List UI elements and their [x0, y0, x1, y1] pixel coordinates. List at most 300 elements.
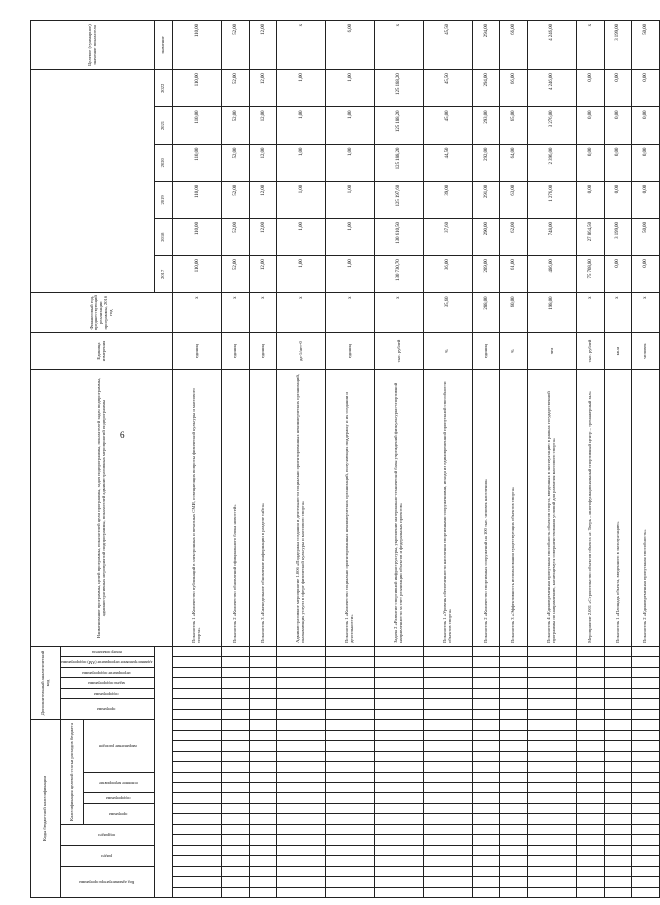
code-cell: [375, 688, 424, 698]
code-cell: [326, 751, 375, 761]
base-year-cell: х: [277, 293, 326, 333]
year-value-cell: 52,00: [221, 144, 249, 181]
indicator-name-cell: Показатель 4 «Единовременная пропускная способность объектов спорта, введенных в эксплуатацию в рамках государственной программы по направлению, касающемуся совершенствования условий для развития массового спорта»: [528, 370, 577, 647]
unit-cell: да-1/нет-0: [277, 332, 326, 369]
code-cell: [423, 866, 472, 876]
admin-code-header: Код администратора программы: [61, 866, 155, 897]
code-cell: [528, 688, 577, 698]
year-value-cell: 0,00: [604, 107, 632, 144]
base-year-cell: х: [604, 293, 632, 333]
code-cell: [423, 803, 472, 813]
code-cell: [277, 709, 326, 719]
code-cell: [173, 699, 222, 709]
code-cell: [423, 751, 472, 761]
code-cell: [423, 657, 472, 667]
code-cell: [576, 762, 604, 772]
code-cell: [576, 646, 604, 657]
year-value-cell: 52,00: [221, 256, 249, 293]
ac-event-header: мероприятие подпрограммы: [61, 667, 155, 677]
table-row: [173, 21, 222, 898]
rotated-table-wrapper: [30, 20, 649, 898]
year-value-cell: 289,00: [472, 256, 500, 293]
indicator-name-cell: Показатель 1 «Уровень обеспеченности населения спортивными сооружениями, исходя из единовременной пропускной способности объектов спорта»: [423, 370, 472, 647]
code-cell: [604, 835, 632, 845]
unit-cell: единиц: [326, 332, 375, 369]
code-cell: [500, 709, 528, 719]
code-cell: [249, 667, 277, 677]
code-cell: [500, 803, 528, 813]
code-cell: [500, 762, 528, 772]
code-cell: [472, 720, 500, 731]
code-cell: [500, 845, 528, 855]
code-cell: [472, 678, 500, 688]
code-cell: [173, 772, 222, 782]
code-cell: [277, 720, 326, 731]
code-cell: [221, 720, 249, 731]
year-value-cell: 0,00: [576, 144, 604, 181]
code-cell: [375, 856, 424, 866]
code-cell: [221, 803, 249, 813]
year-value-cell: 0,00: [632, 144, 660, 181]
unit-cell: тыс. рублей: [576, 332, 604, 369]
code-cell: [277, 772, 326, 782]
base-year-cell: х: [221, 293, 249, 333]
code-cell: [173, 845, 222, 855]
ac-admin-event-header: административное мероприятие (АМ) подпрограммы: [61, 657, 155, 667]
program-indicators-table: [30, 20, 660, 898]
code-cell: [423, 678, 472, 688]
code-cell: [500, 657, 528, 667]
year-value-cell: 66,00: [500, 70, 528, 107]
code-cell: [277, 814, 326, 824]
code-cell: [576, 751, 604, 761]
code-cell: [326, 678, 375, 688]
code-cell: [326, 845, 375, 855]
indicator-name-cell: Показатель 2 «Количество обновлений официального блока новостей»: [221, 370, 249, 647]
unit-cell: кв.м: [604, 332, 632, 369]
code-cell: [500, 741, 528, 751]
base-year-cell: х: [375, 293, 424, 333]
year-value-cell: 0,00: [576, 70, 604, 107]
code-cell: [604, 646, 632, 657]
code-cell: [528, 699, 577, 709]
code-cell: [423, 772, 472, 782]
code-cell: [375, 793, 424, 803]
year-value-cell: 130 610,50: [375, 219, 424, 256]
year-value-cell: 0,00: [576, 181, 604, 218]
year-value-cell: 486,00: [528, 256, 577, 293]
code-cell: [173, 866, 222, 876]
code-cell: [604, 824, 632, 834]
year-value-cell: 0,00: [632, 70, 660, 107]
code-cell: [604, 709, 632, 719]
code-cell: [277, 887, 326, 897]
year-value-cell: 1,00: [277, 70, 326, 107]
year-value-cell: 12,00: [249, 70, 277, 107]
code-cell: [604, 803, 632, 813]
year-value-cell: 12,00: [249, 144, 277, 181]
year-value-cell: 52,00: [221, 70, 249, 107]
code-cell: [326, 667, 375, 677]
table-row: [576, 21, 604, 898]
code-cell: [576, 866, 604, 876]
code-cell: [173, 856, 222, 866]
year-value-cell: 3 199,00: [604, 219, 632, 256]
code-cell: [604, 856, 632, 866]
base-year-header: Финансовый год, предшествующий реализации программы, 2016 год: [31, 293, 173, 333]
code-cell: [375, 699, 424, 709]
year-value-cell: 110,00: [173, 144, 222, 181]
year-value-cell: 0,00: [604, 256, 632, 293]
target-value-cell: 66,00: [500, 21, 528, 70]
code-cell: [375, 751, 424, 761]
code-cell: [472, 699, 500, 709]
table-row: [249, 21, 277, 898]
year-value-cell: 1,00: [326, 70, 375, 107]
year-value-cell: 12,00: [249, 256, 277, 293]
name-header: Наименование программы, целей программы, показателей цели программы, задач подпрограммы, показателей задач подпрограммы, административных мероприятий подпрограммы, показателей административных мероприятий подпрограммы: [31, 370, 173, 647]
indicator-name-cell: Мероприятие 2.001 «Строительство объектов объекта «г. Тверь – многофункциональный спортивный центр – тренажерный зал»: [576, 370, 604, 647]
code-cell: [221, 699, 249, 709]
code-cell: [500, 646, 528, 657]
code-cell: [423, 877, 472, 887]
target-value-cell: 3 199,00: [604, 21, 632, 70]
code-cell: [375, 877, 424, 887]
code-cell: [576, 824, 604, 834]
target-header: Целевое (суммарное) значение показателя: [31, 21, 155, 70]
years-header: [31, 70, 155, 293]
code-cell: [500, 824, 528, 834]
code-cell: [173, 720, 222, 731]
code-cell: [249, 856, 277, 866]
code-cell: [604, 688, 632, 698]
year-value-cell: 44,50: [423, 144, 472, 181]
code-cell: [277, 793, 326, 803]
code-cell: [632, 877, 660, 887]
code-cell: [277, 856, 326, 866]
code-cell: [326, 646, 375, 657]
unit-cell: чел: [528, 332, 577, 369]
base-year-cell: 198,00: [528, 293, 577, 333]
table-row: [423, 21, 472, 898]
code-cell: [632, 657, 660, 667]
year-value-cell: 1,00: [326, 107, 375, 144]
code-cell: [173, 730, 222, 740]
code-cell: [249, 793, 277, 803]
year-value-cell: 110,00: [173, 219, 222, 256]
code-cell: [576, 877, 604, 887]
year-value-cell: 36,00: [423, 256, 472, 293]
code-cell: [221, 678, 249, 688]
code-cell: [500, 720, 528, 731]
code-cell: [249, 657, 277, 667]
code-cell: [472, 835, 500, 845]
code-cell: [173, 824, 222, 834]
code-cell: [326, 814, 375, 824]
code-cell: [528, 751, 577, 761]
code-cell: [632, 866, 660, 876]
year-value-cell: 0,00: [632, 181, 660, 218]
code-cell: [173, 762, 222, 772]
unit-cell: человек: [632, 332, 660, 369]
code-cell: [604, 667, 632, 677]
code-cell: [221, 877, 249, 887]
code-cell: [221, 814, 249, 824]
code-cell: [173, 709, 222, 719]
target-value-cell: 45,50: [423, 21, 472, 70]
code-cell: [423, 835, 472, 845]
year-value-cell: 37,60: [423, 219, 472, 256]
code-cell: [375, 845, 424, 855]
code-cell: [423, 730, 472, 740]
code-cell: [326, 709, 375, 719]
target-value-cell: 50,00: [632, 21, 660, 70]
code-cell: [500, 678, 528, 688]
year-value-cell: 1,00: [277, 219, 326, 256]
year-value-cell: 1,00: [326, 181, 375, 218]
code-cell: [500, 856, 528, 866]
year-2021-header: 2021: [155, 107, 173, 144]
ac-task-header: задача подпрограммы: [61, 678, 155, 688]
unit-cell: %: [423, 332, 472, 369]
code-cell: [326, 866, 375, 876]
code-cell: [528, 772, 577, 782]
year-value-cell: 0,00: [604, 181, 632, 218]
year-value-cell: 39,00: [423, 181, 472, 218]
code-cell: [423, 667, 472, 677]
code-cell: [500, 772, 528, 782]
code-cell: [528, 835, 577, 845]
code-cell: [221, 730, 249, 740]
code-cell: [632, 887, 660, 897]
base-year-cell: х: [249, 293, 277, 333]
code-cell: [576, 772, 604, 782]
code-cell: [221, 783, 249, 793]
code-cell: [249, 720, 277, 731]
code-cell: [423, 845, 472, 855]
code-cell: [277, 762, 326, 772]
code-cell: [632, 803, 660, 813]
year-value-cell: 1,00: [277, 256, 326, 293]
code-cell: [472, 783, 500, 793]
code-cell: [500, 699, 528, 709]
code-cell: [173, 751, 222, 761]
code-cell: [576, 657, 604, 667]
code-cell: [326, 887, 375, 897]
target-value-header: значение: [155, 21, 173, 70]
indicator-name-cell: Административное мероприятие 1.006 «Поддержка создания и деятельности социально ориентированных некоммерческих организаций, оказывающих услуги в сфере физической культуры и массового спорта»: [277, 370, 326, 647]
code-cell: [472, 646, 500, 657]
code-cell: [423, 814, 472, 824]
code-cell: [326, 688, 375, 698]
code-cell: [632, 667, 660, 677]
base-year-cell: х: [576, 293, 604, 333]
year-value-cell: 1 276,00: [528, 181, 577, 218]
page-number: 6: [120, 430, 125, 440]
code-cell: [528, 845, 577, 855]
code-cell: [277, 699, 326, 709]
code-cell: [423, 856, 472, 866]
code-cell: [472, 730, 500, 740]
indicator-name-cell: Показатель 1 «Количество социально ориентированных некоммерческих организаций, получающих поддержку и их создании и деятельности»: [326, 370, 375, 647]
code-cell: [632, 845, 660, 855]
program-header: программа: [83, 803, 154, 824]
ac-indicator-header: номер показателя: [61, 646, 155, 657]
code-cell: [375, 814, 424, 824]
year-2018-header: 2018: [155, 219, 173, 256]
year-value-cell: 65,00: [500, 107, 528, 144]
code-cell: [604, 814, 632, 824]
unit-header: Единица измерения: [31, 332, 173, 369]
code-cell: [472, 887, 500, 897]
code-cell: [528, 678, 577, 688]
code-cell: [576, 856, 604, 866]
code-cell: [632, 720, 660, 731]
code-cell: [326, 657, 375, 667]
code-cell: [326, 877, 375, 887]
code-cell: [277, 657, 326, 667]
year-2022-header: 2022: [155, 70, 173, 107]
code-cell: [604, 741, 632, 751]
code-cell: [500, 835, 528, 845]
code-cell: [221, 856, 249, 866]
year-value-cell: 63,00: [500, 181, 528, 218]
base-year-cell: х: [632, 293, 660, 333]
code-cell: [528, 887, 577, 897]
code-cell: [423, 762, 472, 772]
code-cell: [221, 866, 249, 876]
code-cell: [249, 678, 277, 688]
code-cell: [277, 646, 326, 657]
year-value-cell: 0,00: [632, 256, 660, 293]
code-cell: [472, 856, 500, 866]
code-cell: [632, 783, 660, 793]
code-cell: [375, 646, 424, 657]
code-cell: [221, 709, 249, 719]
code-cell: [173, 678, 222, 688]
code-cell: [500, 667, 528, 677]
table-row: [500, 21, 528, 898]
year-value-cell: 1,00: [326, 256, 375, 293]
code-cell: [249, 699, 277, 709]
code-cell: [221, 646, 249, 657]
code-cell: [173, 741, 222, 751]
code-cell: [423, 793, 472, 803]
code-cell: [173, 835, 222, 845]
indicator-name-cell: Показатель 2 «Количество спортивных сооружений на 100 тыс. человек населения»: [472, 370, 500, 647]
year-2017-header: 2017: [155, 256, 173, 293]
code-cell: [326, 699, 375, 709]
code-cell: [500, 688, 528, 698]
code-cell: [632, 688, 660, 698]
code-cell: [528, 762, 577, 772]
year-value-cell: 45,50: [423, 70, 472, 107]
code-cell: [375, 741, 424, 751]
code-cell: [528, 667, 577, 677]
code-cell: [277, 845, 326, 855]
code-cell: [604, 772, 632, 782]
year-value-cell: 292,00: [472, 144, 500, 181]
code-cell: [221, 824, 249, 834]
code-cell: [326, 720, 375, 731]
code-cell: [375, 730, 424, 740]
code-cell: [277, 877, 326, 887]
code-cell: [375, 772, 424, 782]
code-cell: [604, 762, 632, 772]
target-value-cell: х: [277, 21, 326, 70]
code-cell: [528, 646, 577, 657]
year-value-cell: 110,00: [173, 181, 222, 218]
code-cell: [277, 678, 326, 688]
code-cell: [500, 877, 528, 887]
code-cell: [221, 667, 249, 677]
code-cell: [277, 783, 326, 793]
code-cell: [277, 667, 326, 677]
code-cell: [500, 783, 528, 793]
code-cell: [528, 803, 577, 813]
code-cell: [472, 814, 500, 824]
indicator-name-cell: Показатель 3 «Еженедельное обновление информации в разделе сайта»: [249, 370, 277, 647]
table-row: [326, 21, 375, 898]
indicator-name-cell: Показатель 1 «Площадь объекта, введенного в эксплуатацию»: [604, 370, 632, 647]
code-cell: [423, 709, 472, 719]
base-year-cell: х: [173, 293, 222, 333]
year-value-cell: 0,00: [604, 144, 632, 181]
code-cell: [423, 699, 472, 709]
year-value-cell: 130 730,70: [375, 256, 424, 293]
code-cell: [221, 835, 249, 845]
table-row: [632, 21, 660, 898]
direction-header: направление расходов: [83, 720, 154, 772]
year-value-cell: 1,00: [277, 181, 326, 218]
target-value-cell: 52,00: [221, 21, 249, 70]
code-cell: [528, 866, 577, 876]
year-value-cell: 1,00: [277, 107, 326, 144]
year-value-cell: 110,00: [173, 256, 222, 293]
code-cell: [326, 856, 375, 866]
code-cell: [576, 730, 604, 740]
code-cell: [500, 866, 528, 876]
code-cell: [604, 845, 632, 855]
code-cell: [221, 751, 249, 761]
code-cell: [221, 845, 249, 855]
code-cell: [472, 824, 500, 834]
year-2019-header: 2019: [155, 181, 173, 218]
codes-group-header: Коды бюджетной классификации: [31, 720, 61, 898]
code-cell: [423, 688, 472, 698]
section-header: раздел: [61, 845, 155, 866]
code-cell: [249, 751, 277, 761]
code-cell: [277, 688, 326, 698]
code-cell: [423, 824, 472, 834]
code-cell: [249, 783, 277, 793]
year-value-cell: 125 188,20: [375, 144, 424, 181]
unit-cell: единиц: [249, 332, 277, 369]
year-value-cell: 3 276,00: [528, 107, 577, 144]
code-cell: [249, 772, 277, 782]
target-value-cell: 12,00: [249, 21, 277, 70]
year-value-cell: 27 864,50: [576, 219, 604, 256]
code-cell: [632, 856, 660, 866]
code-cell: [604, 699, 632, 709]
code-cell: [500, 887, 528, 897]
code-cell: [221, 762, 249, 772]
indicator-name-cell: Показатель 1 «Количество публикаций в электронных и печатных СМИ, освещающих вопросы физической культуры и массового спорта»: [173, 370, 222, 647]
code-cell: [576, 667, 604, 677]
code-cell: [249, 688, 277, 698]
code-cell: [472, 793, 500, 803]
target-value-cell: 110,00: [173, 21, 222, 70]
